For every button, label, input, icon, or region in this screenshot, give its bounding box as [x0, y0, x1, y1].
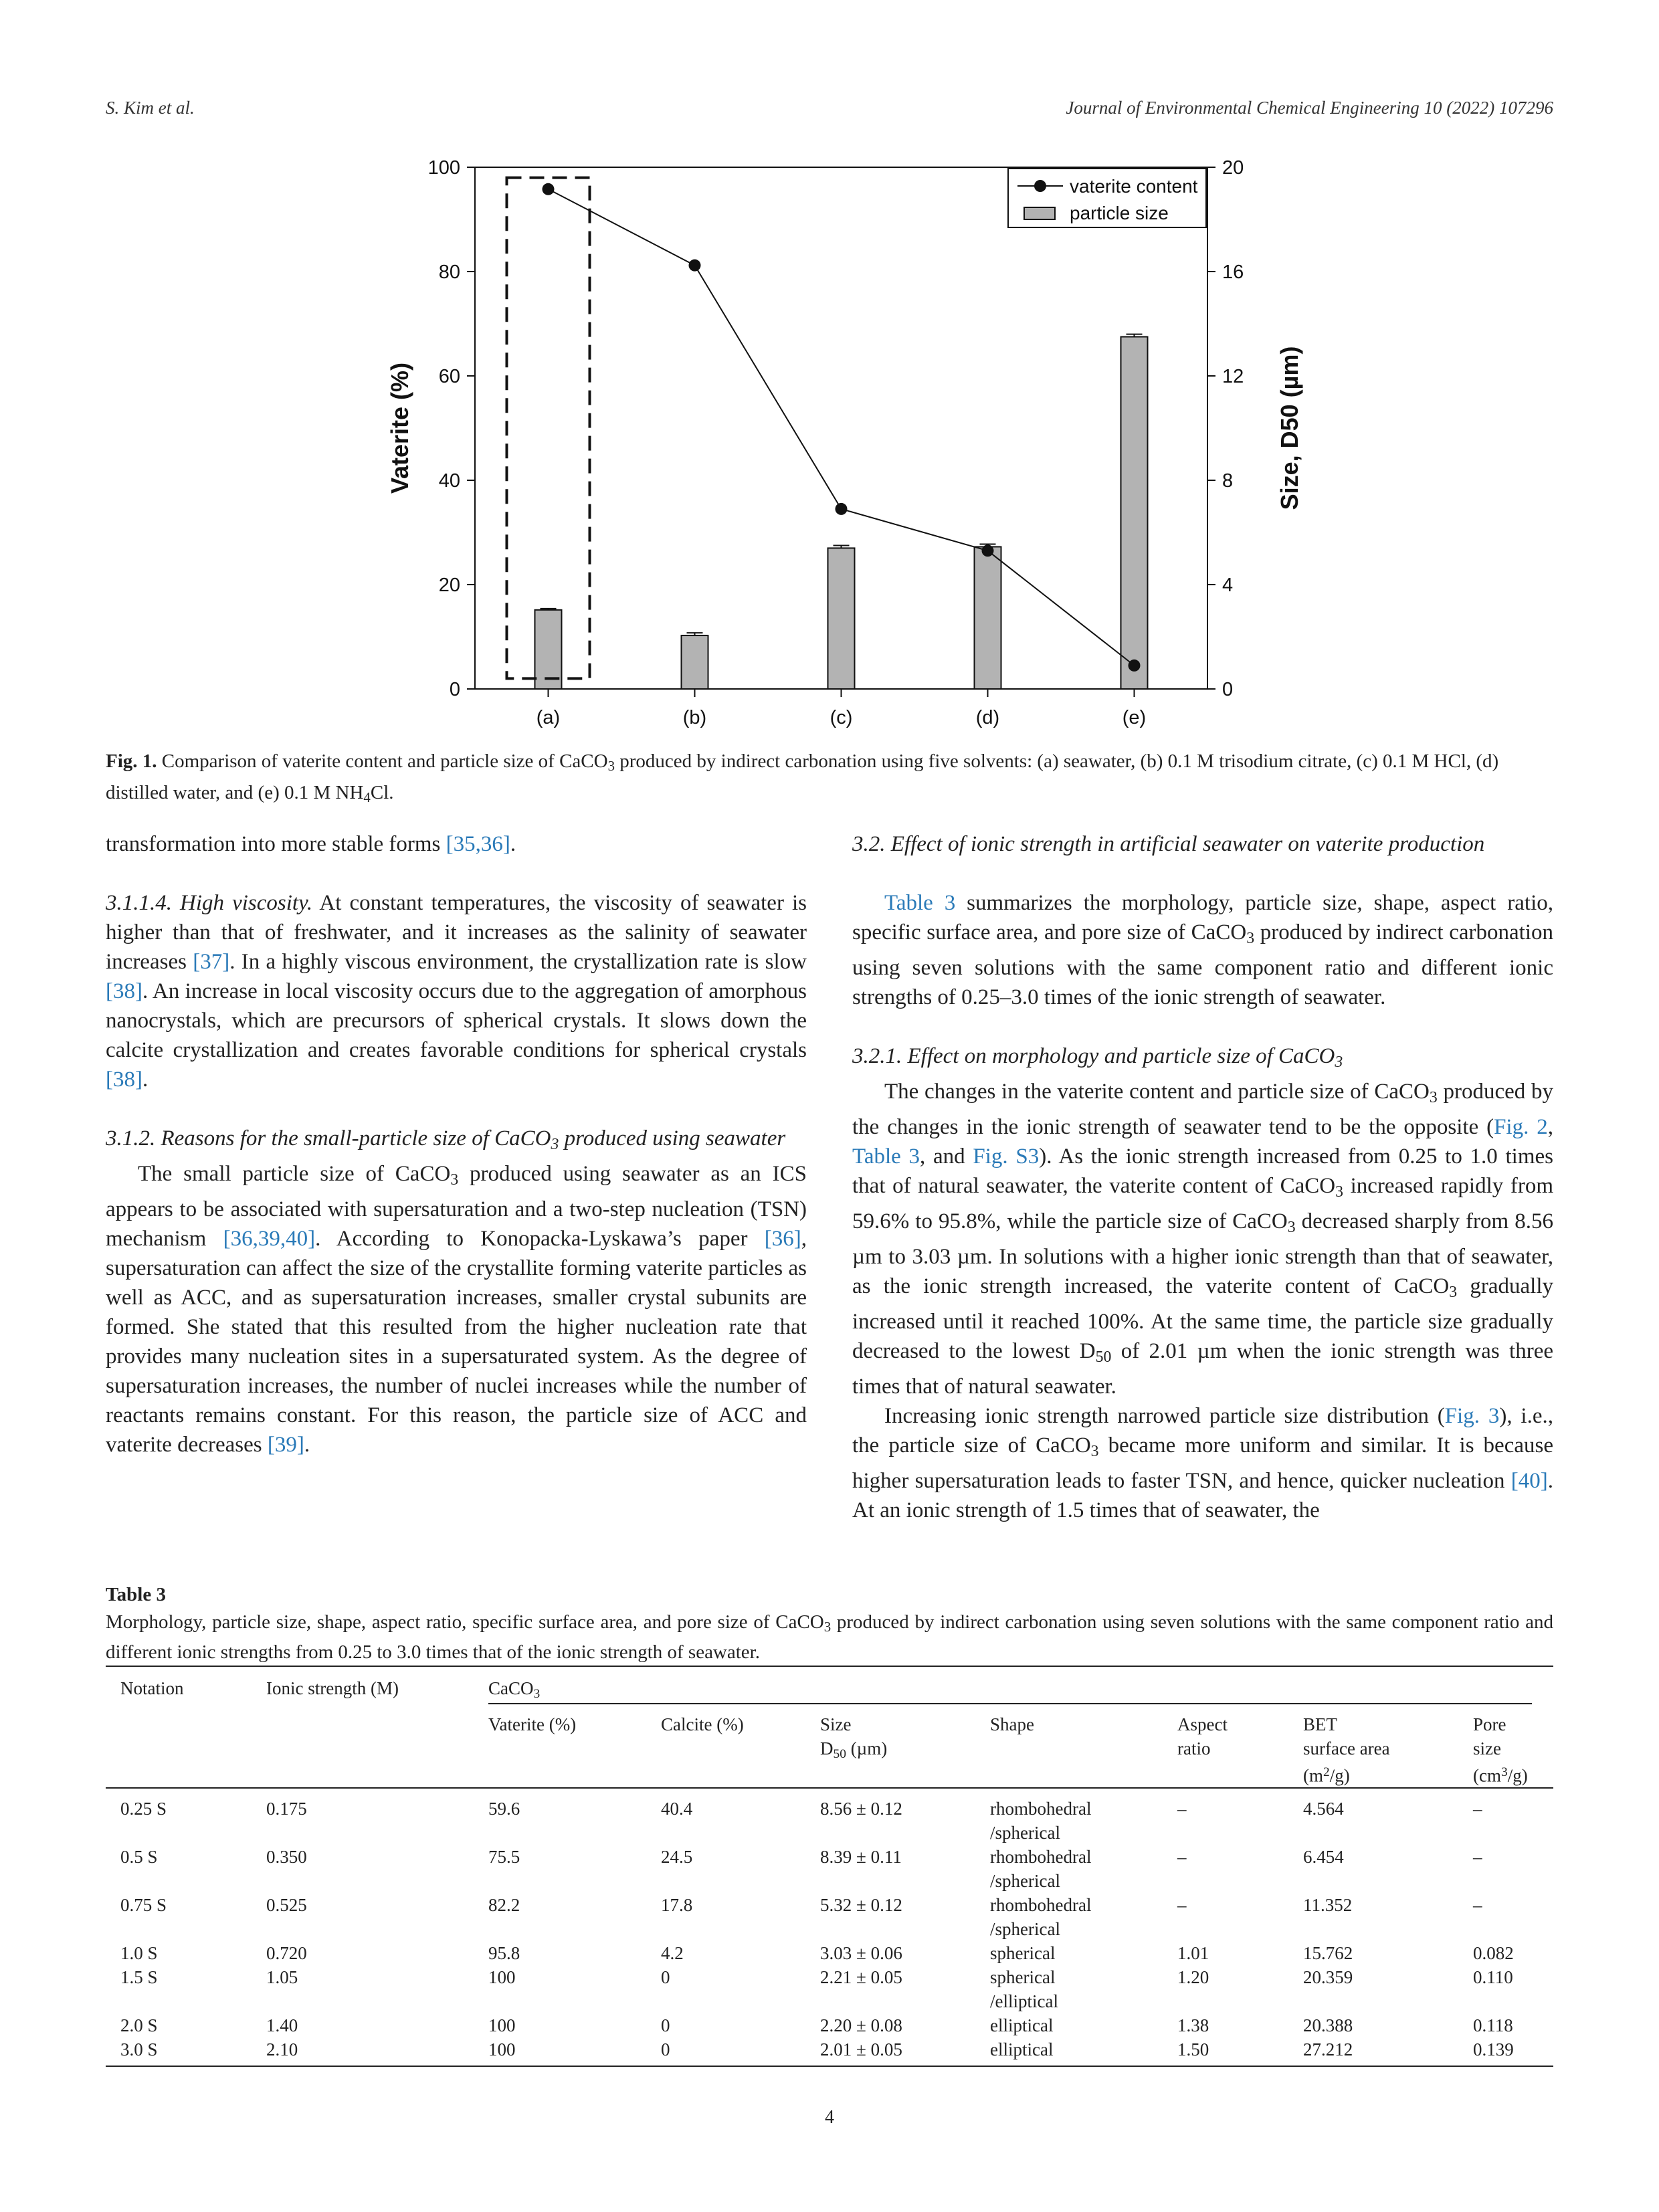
text: produced using seawater [559, 1126, 786, 1150]
text: . According to Konopacka-Lyskawa’s paper [315, 1226, 765, 1251]
x-tick-label: (c) [830, 707, 853, 728]
subscript: 3 [551, 1135, 559, 1153]
shape-line: spherical [990, 1967, 1056, 1987]
y-tick-label: 0 [449, 679, 460, 700]
shape-line: /spherical [990, 1823, 1060, 1843]
shape-line: elliptical [990, 2039, 1054, 2059]
cell-size: 2.20 ± 0.08 [820, 2015, 902, 2035]
text: D [820, 1738, 834, 1758]
caption-text: Cl. [370, 782, 394, 804]
table-top-rule [106, 1666, 1553, 1667]
cell-shape [990, 1893, 1091, 1941]
text: 3.2.1. Effect on morphology and particle size of CaCO [852, 1043, 1335, 1068]
section-heading-3-1-1-4: 3.1.1.4. High viscosity. [106, 891, 313, 915]
bar-particle-size [828, 548, 855, 689]
table-title: Table 3 [106, 1584, 166, 1605]
cell-vaterite: 100 [488, 2015, 516, 2035]
y-tick-label: 20 [438, 575, 460, 596]
y-axis-title: Vaterite (%) [386, 362, 413, 494]
text: (m [1303, 1765, 1323, 1786]
group-rule [488, 1703, 1532, 1704]
header-size [820, 1712, 887, 1767]
subscript: 3 [1335, 1183, 1343, 1201]
x-tick-label: (e) [1122, 707, 1147, 728]
cell-size: 8.39 ± 0.11 [820, 1847, 902, 1867]
cell-calcite: 4.2 [661, 1943, 684, 1963]
text: , and [920, 1144, 973, 1169]
cell-bet: 27.212 [1303, 2039, 1353, 2059]
superscript: 2 [1323, 1765, 1330, 1779]
text: . At an ionic strength of 1.5 times that of seawater, the [852, 1468, 1553, 1522]
header-ionic-strength: Ionic strength (M) [266, 1678, 399, 1698]
cell-ionic: 1.40 [266, 2015, 298, 2035]
y-right-tick-label: 20 [1222, 157, 1244, 179]
running-header-authors: S. Kim et al. [106, 98, 195, 118]
text: /g) [1507, 1765, 1528, 1786]
table-caption [106, 1609, 1553, 1665]
text: produced using seawater as an ICS appears to be associated with supersaturation and a two-step nucleation (TSN) mechanism [106, 1161, 807, 1251]
shape-line: spherical [990, 1943, 1056, 1963]
shape-line: /spherical [990, 1919, 1060, 1939]
text: CaCO [488, 1678, 534, 1698]
bar-particle-size [682, 635, 708, 689]
caption-subscript: 3 [607, 758, 615, 775]
cell-pore: 0.082 [1473, 1943, 1514, 1963]
header-bet [1303, 1712, 1390, 1788]
header-calcite: Calcite (%) [661, 1714, 744, 1734]
y-right-tick-label: 4 [1222, 575, 1234, 596]
cell-notation: 3.0 S [120, 2039, 158, 2059]
citation-link[interactable]: [38] [106, 1068, 142, 1092]
text: /g) [1329, 1765, 1350, 1786]
subscript: 3 [1246, 929, 1255, 947]
header-caco3-group [488, 1676, 540, 1706]
figure-link[interactable]: Fig. 3 [1444, 1403, 1500, 1428]
highlight-dashed-box [507, 178, 590, 679]
subscript: 3 [1335, 1053, 1343, 1071]
y-right-tick-label: 16 [1222, 262, 1244, 283]
cell-notation: 2.0 S [120, 2015, 158, 2035]
shape-line: rhombohedral [990, 1895, 1092, 1915]
cell-pore: 0.118 [1473, 2015, 1513, 2035]
text: (cm [1473, 1765, 1501, 1786]
text: ), i.e., the particle size of CaCO [852, 1403, 1553, 1457]
cell-bet: 20.388 [1303, 2015, 1353, 2035]
subscript: 3 [1449, 1283, 1458, 1301]
section-heading-3-2: 3.2. Effect of ionic strength in artificial seawater on vaterite production [852, 832, 1485, 856]
cell-shape [990, 1965, 1058, 2013]
cell-notation: 0.25 S [120, 1799, 167, 1819]
cell-notation: 0.5 S [120, 1847, 158, 1867]
cell-calcite: 17.8 [661, 1895, 693, 1915]
figure-link[interactable]: Fig. S3 [973, 1144, 1040, 1169]
cell-aspect: – [1177, 1799, 1187, 1819]
shape-line: /elliptical [990, 1991, 1058, 2011]
cell-shape [990, 2037, 1053, 2062]
paragraph [852, 1401, 1553, 1525]
shape-line: /spherical [990, 1871, 1060, 1891]
text: BET [1303, 1714, 1337, 1734]
citation-link[interactable]: [35,36] [446, 832, 510, 856]
cell-aspect: – [1177, 1895, 1187, 1915]
cell-calcite: 0 [661, 2015, 670, 2035]
cell-vaterite: 95.8 [488, 1943, 520, 1963]
cell-shape [990, 1845, 1091, 1893]
text: produced by the changes in the ionic strength of seawater tend to be the opposite ( [852, 1079, 1553, 1139]
cell-size: 2.21 ± 0.05 [820, 1967, 902, 1987]
text: Increasing ionic strength narrowed particle size distribution ( [884, 1403, 1445, 1428]
cell-pore: – [1473, 1847, 1482, 1867]
text: became more uniform and similar. It is because higher supersaturation leads to faster TSN, and hence, quicker nucleation [852, 1433, 1553, 1493]
x-tick-label: (b) [682, 707, 707, 728]
paragraph [106, 1159, 807, 1460]
y-right-tick-label: 0 [1222, 679, 1234, 700]
x-tick-label: (a) [536, 707, 561, 728]
text: size [1473, 1738, 1501, 1758]
cell-shape [990, 1797, 1091, 1845]
text: . In a highly viscous environment, the crystallization rate is slow [229, 950, 807, 974]
text: (µm) [846, 1738, 888, 1758]
cell-calcite: 24.5 [661, 1847, 693, 1867]
subscript: 3 [1429, 1088, 1438, 1106]
cell-ionic: 0.720 [266, 1943, 307, 1963]
text: decreased sharply from 8.56 µm to 3.03 µm. In solutions with a higher ionic strength than that of seawater, as the ionic strength increased, the vaterite content of CaCO [852, 1209, 1553, 1298]
text: produced by indirect carbonation using seven solutions with the same component ratio and different ionic strengths from 0.25 to 3.0 times that of the ionic strength of seawater. [106, 1611, 1553, 1664]
caption-subscript: 4 [363, 789, 371, 806]
cell-aspect: 1.50 [1177, 2039, 1209, 2059]
point-vaterite-content [836, 503, 848, 515]
paragraph [106, 888, 807, 1094]
cell-aspect: 1.20 [1177, 1967, 1209, 1987]
cell-calcite: 0 [661, 2039, 670, 2059]
cell-vaterite: 75.5 [488, 1847, 520, 1867]
text: Size [820, 1714, 852, 1734]
text: ratio [1177, 1738, 1211, 1758]
point-vaterite-content [982, 544, 994, 557]
cell-pore: – [1473, 1799, 1482, 1819]
point-vaterite-content [543, 183, 555, 195]
left-column [106, 829, 807, 1460]
text: increased rapidly from 59.6% to 95.8%, while the particle size of CaCO [852, 1173, 1553, 1233]
subscript: 3 [1090, 1442, 1099, 1460]
cell-ionic: 2.10 [266, 2039, 298, 2059]
text: . [142, 1068, 149, 1092]
right-column [852, 829, 1553, 1525]
citation-link[interactable]: [36] [764, 1226, 801, 1251]
text: Morphology, particle size, shape, aspect ratio, specific surface area, and pore size of CaCO [106, 1611, 824, 1633]
cell-aspect: 1.01 [1177, 1943, 1209, 1963]
subscript: 3 [533, 1686, 541, 1701]
subscript: 50 [833, 1746, 846, 1761]
legend-bar-symbol [1024, 207, 1055, 219]
cell-size: 5.32 ± 0.12 [820, 1895, 902, 1915]
cell-ionic: 0.175 [266, 1799, 307, 1819]
figure-label: Fig. 1. [106, 750, 157, 772]
text: transformation into more stable forms [106, 832, 446, 856]
text: The small particle size of CaCO [138, 1161, 451, 1186]
text: , [1547, 1114, 1553, 1139]
text: surface area [1303, 1738, 1390, 1758]
y-tick-label: 100 [427, 157, 460, 179]
y-right-axis-title: Size, D50 (µm) [1276, 346, 1303, 510]
table-link[interactable]: Table 3 [852, 1144, 920, 1169]
cell-vaterite: 100 [488, 2039, 516, 2059]
cell-calcite: 0 [661, 1967, 670, 1987]
point-vaterite-content [689, 260, 701, 272]
table-bottom-rule [106, 2066, 1553, 2067]
shape-line: rhombohedral [990, 1799, 1092, 1819]
bar-particle-size [1121, 337, 1148, 690]
text: ). As the ionic strength increased from 0.25 to 1.0 times that of natural seawater, the vaterite content of CaCO [852, 1144, 1554, 1198]
header-aspect-ratio [1177, 1712, 1228, 1761]
header-pore-size [1473, 1712, 1528, 1788]
citation-link[interactable]: [39] [267, 1432, 304, 1457]
legend-label-vaterite: vaterite content [1070, 176, 1198, 197]
text: The changes in the vaterite content and particle size of CaCO [884, 1079, 1430, 1104]
text: Pore [1473, 1714, 1506, 1734]
text: 3.1.2. Reasons for the small-particle size of CaCO [106, 1126, 551, 1150]
cell-bet: 11.352 [1303, 1895, 1353, 1915]
section-heading-3-1-2 [106, 1124, 807, 1159]
citation-link[interactable]: [36,39,40] [223, 1226, 316, 1251]
y-tick-label: 40 [438, 470, 460, 492]
y-right-tick-label: 12 [1222, 366, 1244, 387]
bar-particle-size [975, 546, 1001, 689]
cell-vaterite: 82.2 [488, 1895, 520, 1915]
shape-line: rhombohedral [990, 1847, 1092, 1867]
figure-1-caption [106, 748, 1553, 811]
cell-bet: 6.454 [1303, 1847, 1344, 1867]
x-tick-label: (d) [975, 707, 1000, 728]
cell-notation: 0.75 S [120, 1895, 167, 1915]
cell-calcite: 40.4 [661, 1799, 693, 1819]
text: gradually increased until it reached 100%. At the same time, the particle size gradually decreased to the lowest D [852, 1274, 1553, 1363]
text: . [304, 1432, 310, 1457]
cell-size: 3.03 ± 0.06 [820, 1943, 902, 1963]
legend-marker-symbol [1034, 180, 1046, 192]
running-header-journal: Journal of Environmental Chemical Engineering 10 (2022) 107296 [1066, 98, 1553, 118]
cell-aspect: 1.38 [1177, 2015, 1209, 2035]
point-vaterite-content [1129, 660, 1141, 672]
paragraph [852, 888, 1553, 1012]
section-heading-3-2-1 [852, 1041, 1553, 1077]
subscript: 3 [823, 1619, 832, 1635]
cell-vaterite: 59.6 [488, 1799, 520, 1819]
text: of 2.01 µm when the ionic strength was three times that of natural seawater. [852, 1338, 1553, 1399]
header-notation: Notation [120, 1678, 184, 1698]
figure-1-chart [361, 140, 1303, 736]
header-shape: Shape [990, 1714, 1034, 1734]
cell-size: 2.01 ± 0.05 [820, 2039, 902, 2059]
cell-pore: 0.139 [1473, 2039, 1514, 2059]
table-link[interactable]: Table 3 [884, 891, 956, 915]
y-right-tick-label: 8 [1222, 470, 1234, 492]
citation-link[interactable]: [37] [193, 950, 230, 974]
cell-size: 8.56 ± 0.12 [820, 1799, 902, 1819]
shape-line: elliptical [990, 2015, 1054, 2035]
cell-notation: 1.0 S [120, 1943, 158, 1963]
cell-bet: 15.762 [1303, 1943, 1353, 1963]
text: Aspect [1177, 1714, 1228, 1734]
header-vaterite: Vaterite (%) [488, 1714, 577, 1734]
paragraph [106, 829, 807, 859]
legend-label-particle-size: particle size [1070, 203, 1169, 223]
page-number: 4 [825, 2107, 834, 2128]
table-header-rule [106, 1787, 1553, 1789]
figure-link[interactable]: Fig. 2 [1494, 1114, 1548, 1139]
cell-pore: – [1473, 1895, 1482, 1915]
citation-link[interactable]: [38] [106, 979, 142, 1003]
paragraph [852, 1077, 1553, 1401]
caption-text: Comparison of vaterite content and particle size of CaCO [161, 750, 608, 772]
text: . [510, 832, 516, 856]
citation-link[interactable]: [40] [1510, 1468, 1548, 1493]
cell-shape [990, 1941, 1055, 1965]
text: summarizes the morphology, particle size, shape, aspect ratio, specific surface area, and pore size of CaCO [852, 891, 1553, 944]
text: produced by indirect carbonation using seven solutions with the same component ratio and different ionic strengths of 0.25–3.0 times of the ionic strength of seawater. [852, 920, 1553, 1009]
cell-ionic: 1.05 [266, 1967, 298, 1987]
subscript: 3 [1287, 1218, 1296, 1236]
subscript: 50 [1095, 1348, 1112, 1366]
cell-ionic: 0.350 [266, 1847, 307, 1867]
cell-shape [990, 2013, 1053, 2037]
text: At constant temperatures, the viscosity of seawater is higher than that of freshwater, and it increases as the salinity of seawater increases [106, 891, 807, 974]
cell-pore: 0.110 [1473, 1967, 1513, 1987]
y-tick-label: 60 [438, 366, 460, 387]
cell-bet: 20.359 [1303, 1967, 1353, 1987]
cell-ionic: 0.525 [266, 1895, 307, 1915]
text: , supersaturation can affect the size of the crystallite forming vaterite particles as well as ACC, and as supersaturation increases, smaller crystal subunits are formed. She stated that this resulted from the higher nucleation rate that provides many nucleation sites in a supersaturated system. As the degree of supersaturation increases, the number of nuclei increases while the number of reactants remains constant. For this reason, the particle size of ACC and vaterite decreases [106, 1226, 807, 1457]
cell-vaterite: 100 [488, 1967, 516, 1987]
y-tick-label: 80 [438, 262, 460, 283]
bar-particle-size [535, 610, 562, 689]
subscript: 3 [450, 1171, 459, 1189]
cell-notation: 1.5 S [120, 1967, 158, 1987]
cell-bet: 4.564 [1303, 1799, 1344, 1819]
text: . An increase in local viscosity occurs due to the aggregation of amorphous nanocrystals, which are precursors of spherical crystals. It slows down the calcite crystallization and creates favorable conditions for spherical crystals [106, 979, 807, 1062]
superscript: 3 [1500, 1765, 1508, 1779]
caption-text: produced by indirect carbonation using five solvents: (a) seawater, (b) 0.1 M trisodium citrate, (c) 0.1 M HCl, (d) distilled water, and (e) 0.1 M NH [106, 750, 1499, 804]
cell-aspect: – [1177, 1847, 1187, 1867]
